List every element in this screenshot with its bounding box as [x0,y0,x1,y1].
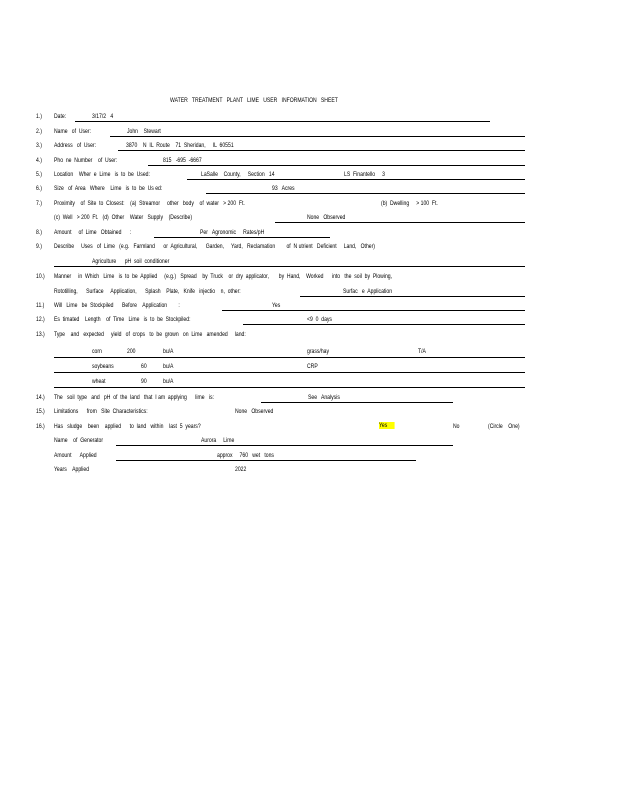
manner-underline [300,296,525,297]
crop-yield-2: T/A [418,348,426,355]
sludge-no[interactable]: No [453,423,460,430]
limitations-value: None Observed [235,408,274,415]
crop-name-2: CRP [307,363,318,370]
crop-name: corn [92,348,102,355]
row-number: 11.) [36,302,45,309]
stockpile-value: Yes [272,302,281,309]
manner-value: Surfac e Application [343,288,393,295]
area-value: 93 Acres [272,185,295,192]
name-value: John Stewart [127,128,161,135]
crop-underline [54,387,525,388]
row-number: 5.) [36,171,42,178]
row-number: 1.) [36,113,42,120]
location-label: Location Wher e Lime is to be Used: [54,171,150,178]
limitations-label: Limitations from Site Characteristics: [54,408,148,415]
years-applied-value: 2022 [235,466,247,473]
row-number: 6.) [36,185,42,192]
generator-label: Name of Generator [54,437,104,444]
soil-underline [261,402,453,403]
generator-value: Aurora Lime [201,437,235,444]
amount-label: Amount of Lime Obtained : [54,229,132,236]
row-number: 13.) [36,331,45,338]
soil-value: See Analysis [308,394,340,401]
generator-underline [116,445,453,446]
stockpile-label: Will Lime be Stockpiled Before Application : [54,302,180,309]
row-number: 14.) [36,394,45,401]
row-number: 16.) [36,423,45,430]
crop-yield: 60 [141,363,147,370]
row-number: 8.) [36,229,42,236]
sludge-yes[interactable]: Yes [379,422,395,429]
amount-applied-label: Amount Applied [54,452,97,459]
time-underline [243,324,525,325]
uses-underline [54,266,525,267]
location-value: LaSalle County, Section 14 [201,171,275,178]
proximity-value: None Observed [307,214,346,221]
amount-applied-value: approx 760 wet tons [217,452,274,459]
crop-unit: bu/A [163,363,174,370]
crop-yield: 90 [141,378,147,385]
crop-name-2: grass/hay [307,348,329,355]
amount-value: Per Agronomic Rates/pH [200,229,265,236]
crop-underline [54,372,525,373]
manner-label: Manner in Which Lime is to be Applied (e.g.) Spread by Truck or dry applicator, by Hand, Worked into the soil by Plowing, [54,273,393,280]
address-underline [118,150,525,151]
row-number: 3.) [36,142,42,149]
phone-label: Pho ne Number of User: [54,157,118,164]
date-value: 3/17/2 4 [92,113,114,120]
phone-underline [148,165,525,166]
location-underline [187,179,525,180]
proximity-dwelling: (b) Dwelling > 100 Ft. [381,200,438,207]
crop-name: soybeans [92,363,114,370]
location-value-2: LS Finantello 3 [344,171,385,178]
uses-value: Agriculture pH soil conditioner [92,258,170,265]
date-underline [75,121,490,122]
crop-unit: bu/A [163,348,174,355]
date-label: Date: [54,113,67,120]
amount-applied-underline [116,460,416,461]
crop-name: wheat [92,378,106,385]
page-title: WATER TREATMENT PLANT LIME USER INFORMATION SHEET [170,97,338,104]
crop-yield: 200 [127,348,136,355]
time-value: <9 0 days [307,316,332,323]
crop-unit: bu/A [163,378,174,385]
amount-underline [154,237,330,238]
phone-value: 815 -695 -6667 [163,157,202,164]
row-number: 15.) [36,408,45,415]
manner-label-2: Rototilling, Surface Application, Splash Plate, Knife injectio n, other: [54,288,241,295]
uses-label: Describe Uses of Lime (e.g. Farmland or Agricultural, Garden, Yard, Reclamation of N utrient Deficient Land, Other) [54,243,376,250]
area-label: Size of Area Where Lime is to be Us ed: [54,185,163,192]
sludge-label: Has sludge been applied to land within last 5 years? [54,423,201,430]
area-underline [206,193,525,194]
name-underline [110,136,525,137]
row-number: 7.) [36,200,42,207]
row-number: 12.) [36,316,45,323]
crops-label: Type and expected yield of crops to be grown on Lime amended land: [54,331,246,338]
time-label: Es timated Length of Time Lime is to be Stockpiled: [54,316,191,323]
proximity-label-2: (c) Well > 200 Ft. (d) Other Water Supply (Describe) [54,214,193,221]
years-applied-label: Years Applied [54,466,90,473]
address-label: Address of User: [54,142,97,149]
soil-label: The soil type and pH of the land that I am applying lime is: [54,394,214,401]
address-value: 3870 N IL Route 71 Sheridan, IL 60551 [126,142,234,149]
row-number: 4.) [36,157,42,164]
row-number: 9.) [36,243,42,250]
crop-underline [54,357,525,358]
stockpile-underline [222,310,525,311]
name-label: Name of User: [54,128,91,135]
proximity-underline [275,222,525,223]
sludge-circle-note: (Circle One) [488,423,520,430]
row-number: 2.) [36,128,42,135]
row-number: 10.) [36,273,45,280]
proximity-label: Proximity of Site to Closest: (a) Streamor other body of water > 200 Ft. [54,200,245,207]
